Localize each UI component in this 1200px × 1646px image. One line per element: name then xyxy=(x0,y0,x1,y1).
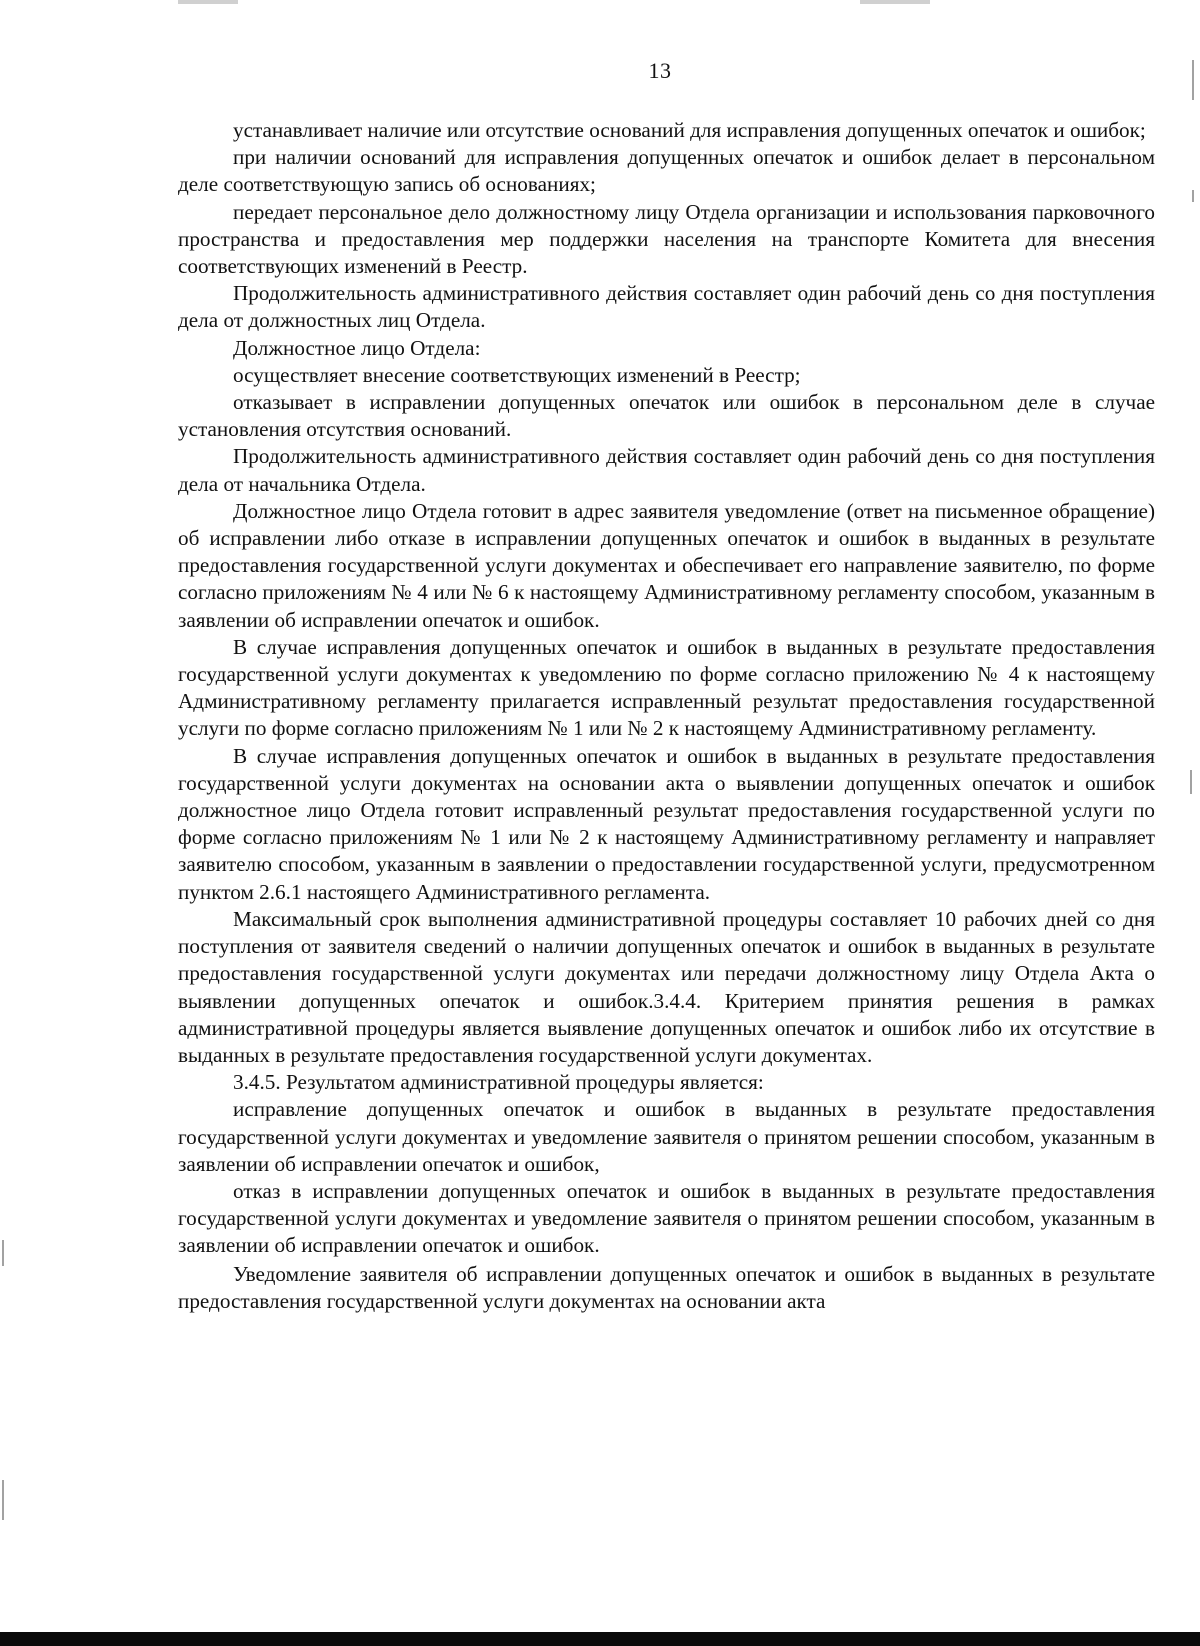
paragraph: Продолжительность административного действия составляет один рабочий день со дня поступления дела от должностных лиц Отдела. xyxy=(178,281,1155,333)
paragraph: исправление допущенных опечаток и ошибок в выданных в результате предоставления государственной услуги документах и уведомление заявителя о принятом решении способом, указанным в заявлении об исправлении опечаток и ошибок, xyxy=(178,1097,1155,1176)
scan-artifact xyxy=(2,1480,4,1520)
paragraph: Максимальный срок выполнения административной процедуры составляет 10 рабочих дней со дня поступления от заявителя сведений о наличии допущенных опечаток и ошибок в выданных в результате предоставления государственной услуги документах или передачи должностному лицу Отдела Акта о выявлении допущенных опечаток и ошибок.3.4.4. Критерием принятия решения в рамках административной процедуры является выявление допущенных опечаток и ошибок либо их отсутствие в выданных в результате предоставления государственной услуги документах. xyxy=(178,906,1155,1067)
paragraph: при наличии оснований для исправления допущенных опечаток и ошибок делает в персональном деле соответствующую запись об основаниях; xyxy=(178,145,1155,197)
paragraph: устанавливает наличие или отсутствие оснований для исправления допущенных опечаток и ошибок; xyxy=(233,118,1146,142)
paragraph: передает персональное дело должностному лицу Отдела организации и использования парковочного пространства и предоставления мер поддержки населения на транспорте Комитета для внесения соответствующих изменений в Реестр. xyxy=(178,199,1155,279)
scan-artifact xyxy=(1190,770,1192,794)
paragraph: Уведомление заявителя об исправлении допущенных опечаток и ошибок в выданных в результате предоставления государственной услуги документах на основании акта xyxy=(178,1261,1155,1313)
document-body xyxy=(178,117,1155,1315)
paragraph: осуществляет внесение соответствующих изменений в Реестр; xyxy=(233,362,801,387)
page-number: 13 xyxy=(648,58,672,83)
paragraph: Должностное лицо Отдела готовит в адрес заявителя уведомление (ответ на письменное обращение) об исправлении либо отказе в исправлении допущенных опечаток и ошибок в выданных в результате предоставления государственной услуги документах и обеспечивает его направление заявителю, по форме согласно приложениям № 4 или № 6 к настоящему Административному регламенту способом, указанным в заявлении об исправлении опечаток и ошибок. xyxy=(178,498,1155,632)
scan-artifact xyxy=(1192,190,1194,202)
scan-artifact xyxy=(2,1240,4,1266)
paragraph: В случае исправления допущенных опечаток и ошибок в выданных в результате предоставления государственной услуги документах к уведомлению по форме согласно приложению № 4 к настоящему Административному регламенту прилагается исправленный результат предоставления государственной услуги по форме согласно приложениям № 1 или № 2 к настоящему Административному регламенту. xyxy=(178,634,1155,741)
paragraph: 3.4.5. Результатом административной процедуры является: xyxy=(233,1070,764,1095)
paragraph: В случае исправления допущенных опечаток и ошибок в выданных в результате предоставления государственной услуги документах на основании акта о выявлении допущенных опечаток и ошибок должностное лицо Отдела готовит исправленный результат предоставления государственной услуги по форме согласно приложениям № 1 или № 2 к настоящему Административному регламенту и направляет заявителю способом, указанным в заявлении о предоставлении государственной услуги, предусмотренном пунктом 2.6.1 настоящего Административного регламента. xyxy=(178,743,1155,904)
scan-artifact xyxy=(860,0,930,4)
paragraph: отказывает в исправлении допущенных опечаток или ошибок в персональном деле в случае установления отсутствия оснований. xyxy=(178,390,1155,442)
paragraph: отказ в исправлении допущенных опечаток и ошибок в выданных в результате предоставления государственной услуги документах и уведомление заявителя о принятом решении способом, указанным в заявлении об исправлении опечаток и ошибок. xyxy=(178,1178,1155,1258)
paragraph: Должностное лицо Отдела: xyxy=(233,335,481,360)
paragraph: Продолжительность административного действия составляет один рабочий день со дня поступления дела от начальника Отдела. xyxy=(178,444,1155,496)
scan-artifact xyxy=(178,0,238,4)
scan-bottom-edge xyxy=(0,1632,1200,1646)
